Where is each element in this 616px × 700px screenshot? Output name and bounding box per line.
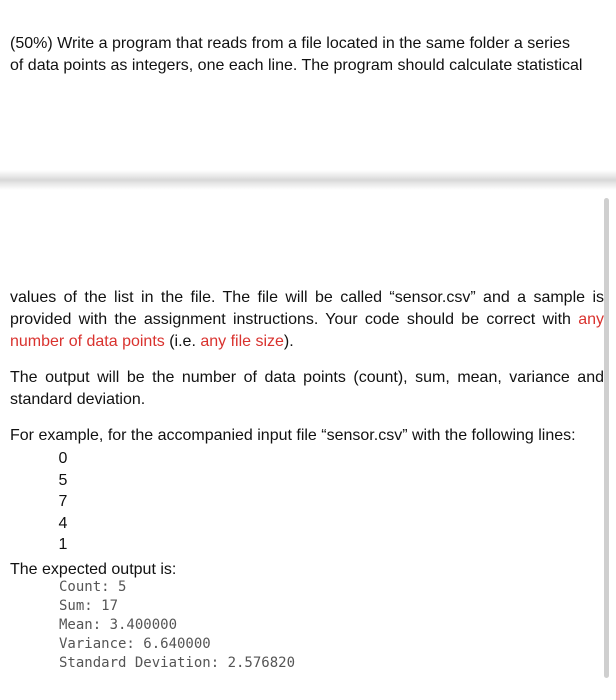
question-line-2: of data points as integers, one each line. The program should calculate statistical (10, 57, 583, 74)
output-line-std-dev: Standard Deviation: 2.576820 (59, 655, 296, 671)
paragraph-example-intro: For example, for the accompanied input file “sensor.csv” with the following lines: (10, 427, 576, 444)
data-point: 1 (58, 536, 68, 553)
para1-highlight-any-number: any number of data points (10, 311, 604, 350)
data-point: 4 (58, 514, 68, 532)
output-line-mean: Mean: 3.400000 (59, 617, 178, 633)
para1-text-c: ). (283, 333, 294, 350)
para1-text-b: (i.e. (164, 333, 201, 350)
paragraph-output-description: The output will be the number of data points (count), sum, mean, variance and standard deviation. (10, 369, 604, 408)
question-text-top (10, 33, 604, 77)
data-point: 7 (58, 493, 68, 510)
page-divider (0, 170, 616, 190)
scrollbar[interactable] (604, 198, 609, 678)
data-points-list (57, 448, 69, 556)
question-line-1: (50%) Write a program that reads from a file located in the same folder a series (10, 35, 570, 52)
para1-highlight-file-size: any file size (200, 333, 284, 350)
paragraph-file-description (10, 287, 604, 353)
data-point: 0 (58, 450, 68, 467)
para1-text-a: values of the list in the file. The file will be called “sensor.csv” and a sample is provided with the assignment instructions. Your code should be correct with (10, 289, 604, 328)
output-line-variance: Variance: 6.640000 (59, 636, 211, 652)
output-line-count: Count: 5 (59, 579, 127, 595)
expected-output-block (59, 578, 295, 673)
output-line-sum: Sum: 17 (59, 598, 119, 614)
data-point: 5 (58, 471, 68, 489)
expected-output-label: The expected output is: (10, 561, 177, 578)
